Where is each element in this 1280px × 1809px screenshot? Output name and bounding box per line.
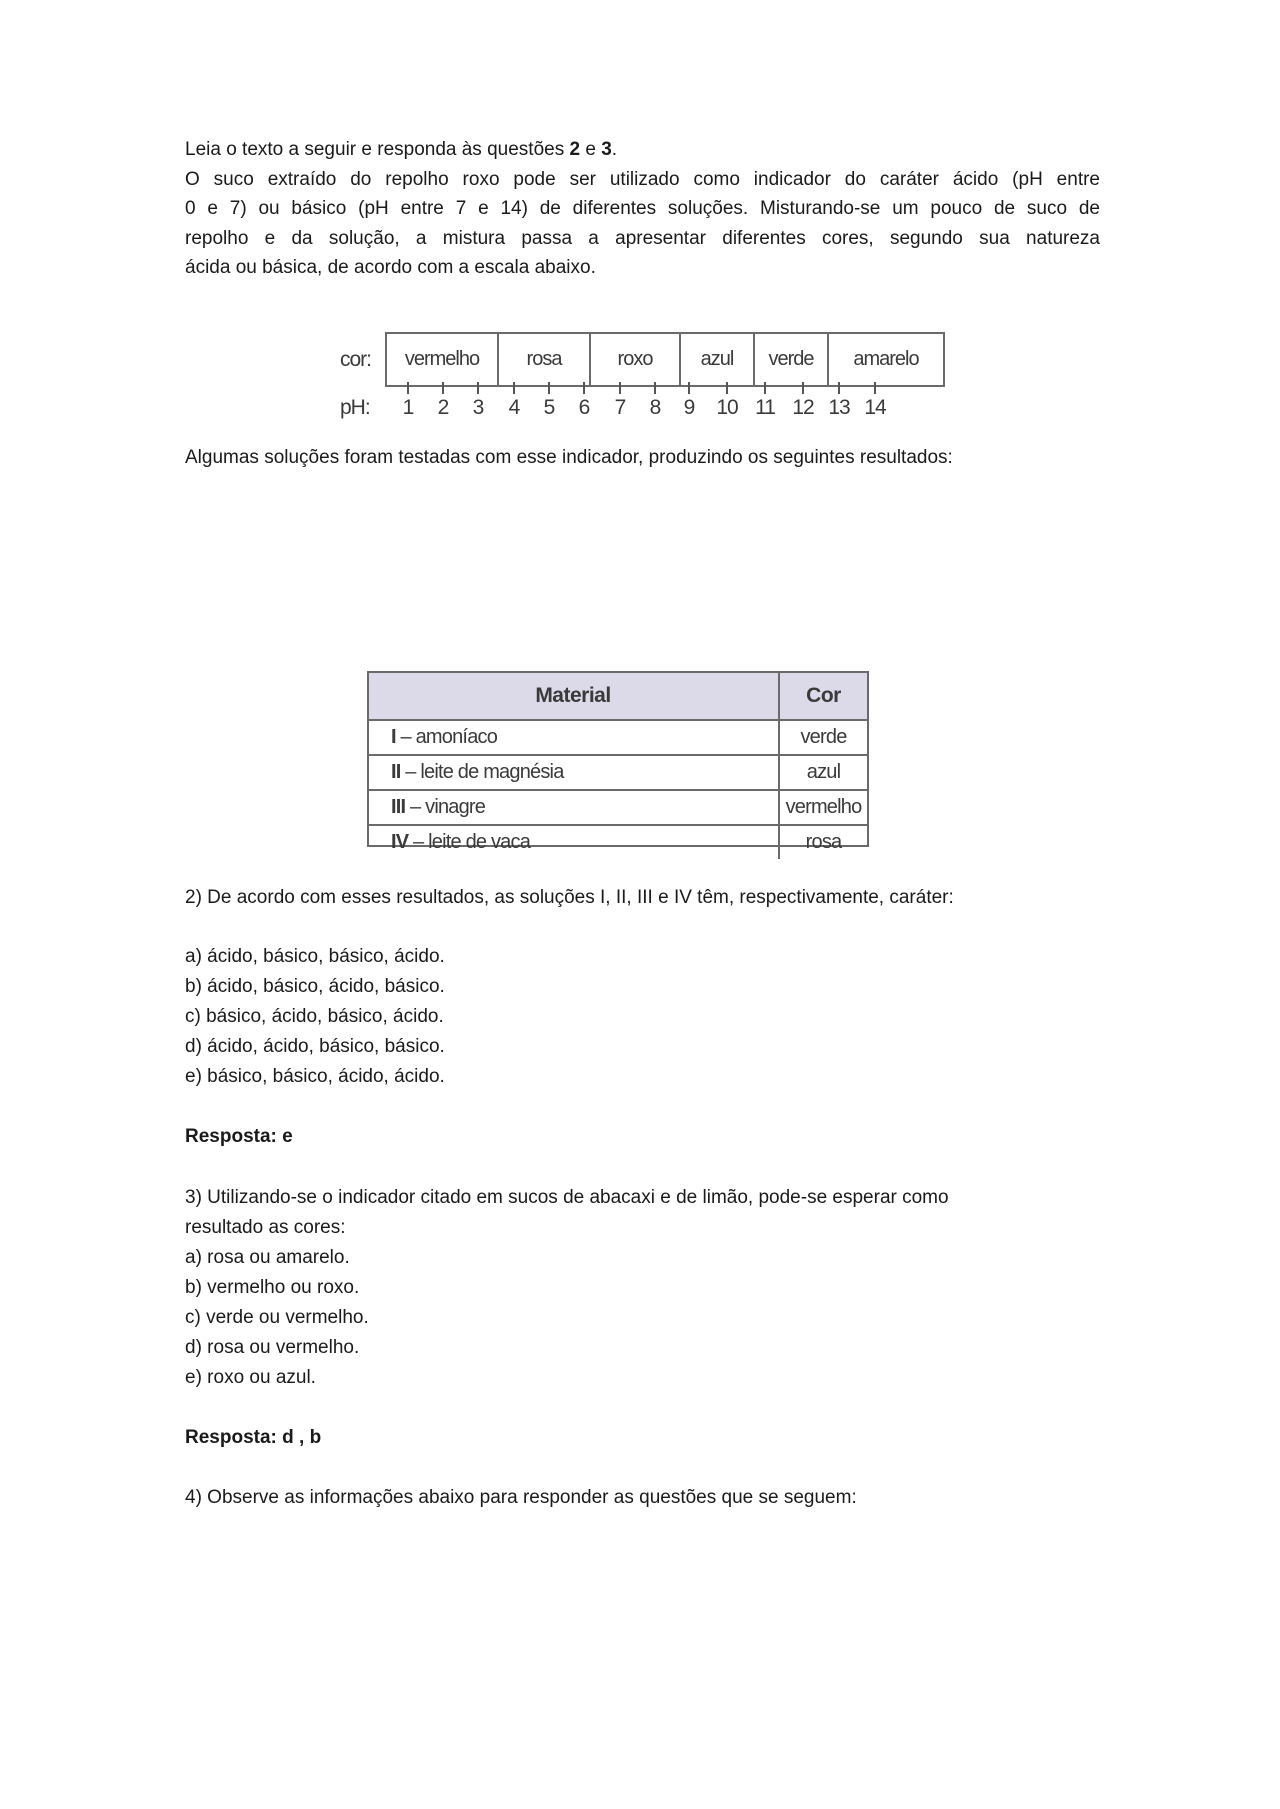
question-3-option-c: c) verde ou vermelho. [185,1307,369,1328]
roman-numeral: III [391,796,406,818]
material-cell [369,790,779,825]
question-2-option-e: e) básico, básico, ácido, ácido. [185,1066,445,1087]
ph-color-scale-figure [336,326,956,426]
ph-value: 1 [402,396,414,419]
intro-lead-text: Leia o texto a seguir e responda às questões [185,139,570,160]
color-scale-box [385,332,945,387]
table-row [369,790,867,825]
material-cell [369,720,779,755]
ph-tick [513,382,515,394]
ph-label: pH: [340,396,370,419]
intro-lead [185,135,617,165]
ph-value: 11 [755,396,775,419]
ph-tick [688,382,690,394]
column-header-material: Material [369,673,779,720]
material-name: – vinagre [405,796,486,818]
tested-intro: Algumas soluções foram testadas com esse indicador, produzindo os seguintes resultados: [185,447,953,468]
scale-color-amarelo: amarelo [853,348,919,370]
question-3-prompt-line1: 3) Utilizando-se o indicador citado em sucos de abacaxi e de limão, pode-se esperar como [185,1187,949,1208]
color-cell: verde [779,720,867,755]
question-ref-2: 2 [569,139,581,160]
column-header-cor: Cor [779,673,867,720]
ph-tick [619,382,621,394]
question-2-option-c: c) básico, ácido, básico, ácido. [185,1006,444,1027]
ph-value: 13 [828,396,850,419]
intro-lead-period: . [611,139,618,160]
material-cell [369,755,779,790]
ph-tick [802,382,804,394]
question-ref-3: 3 [601,139,612,160]
material-name: – leite de magnésia [400,761,564,783]
material-cell [369,825,779,859]
ph-value: 2 [437,396,449,419]
intro-paragraph [185,165,1100,282]
ph-value: 14 [864,396,886,419]
question-4-prompt: 4) Observe as informações abaixo para responder as questões que se seguem: [185,1487,857,1508]
cor-label: cor: [340,348,372,371]
table-row [369,720,867,755]
scale-color-azul: azul [681,334,755,385]
ph-tick [726,382,728,394]
question-3-option-d: d) rosa ou vermelho. [185,1337,360,1358]
paragraph-line: repolho e da solução, a mistura passa a apresentar diferentes cores, segundo sua natureza [185,227,1100,249]
question-3-option-e: e) roxo ou azul. [185,1367,316,1388]
material-name: – leite de vaca [408,831,531,853]
question-2-option-b: b) ácido, básico, ácido, básico. [185,976,445,997]
ph-tick [477,382,479,394]
ph-value: 9 [683,396,695,419]
roman-numeral: I [391,726,396,748]
ph-tick [874,382,876,394]
color-cell: vermelho [779,790,867,825]
paragraph-line: O suco extraído do repolho roxo pode ser utilizado como indicador do caráter ácido (pH entre [185,169,1100,190]
ph-tick [407,382,409,394]
ph-value: 4 [508,396,520,419]
results-table [367,671,869,853]
roman-numeral: IV [391,831,409,853]
ph-value: 7 [614,396,626,419]
table-row [369,755,867,790]
scale-color-rosa: rosa [499,334,591,385]
ph-value: 6 [578,396,590,419]
question-3-answer: Resposta: d , b [185,1427,322,1448]
ph-value: 5 [543,396,555,419]
scale-color-verde: verde [755,334,829,385]
ph-value: 8 [649,396,661,419]
ph-value: 12 [792,396,814,419]
scale-color-vermelho: vermelho [387,334,499,385]
color-cell: azul [779,755,867,790]
question-2-option-a: a) ácido, básico, básico, ácido. [185,946,445,967]
table-row [369,825,867,859]
ph-tick [583,382,585,394]
color-cell: rosa [805,831,842,853]
table-header-row [369,673,867,720]
ph-tick [442,382,444,394]
ph-value: 3 [472,396,484,419]
question-3-prompt-line2: resultado as cores: [185,1217,346,1238]
ph-tick [838,382,840,394]
ph-tick [764,382,766,394]
question-2-answer: Resposta: e [185,1126,293,1147]
intro-lead-joiner: e [580,139,602,160]
ph-tick [548,382,550,394]
scale-color-roxo: roxo [591,334,681,385]
question-3-option-b: b) vermelho ou roxo. [185,1277,360,1298]
paragraph-line: ácida ou básica, de acordo com a escala abaixo. [185,256,596,278]
question-2-prompt: 2) De acordo com esses resultados, as soluções I, II, III e IV têm, respectivamente, caráter: [185,887,954,908]
material-name: – amoníaco [395,726,498,748]
roman-numeral: II [391,761,401,783]
ph-value: 10 [716,396,738,419]
paragraph-line: 0 e 7) ou básico (pH entre 7 e 14) de diferentes soluções. Misturando-se um pouco de suco de [185,198,1100,220]
question-2-option-d: d) ácido, ácido, básico, básico. [185,1036,445,1057]
question-3-option-a: a) rosa ou amarelo. [185,1247,350,1268]
ph-tick [654,382,656,394]
